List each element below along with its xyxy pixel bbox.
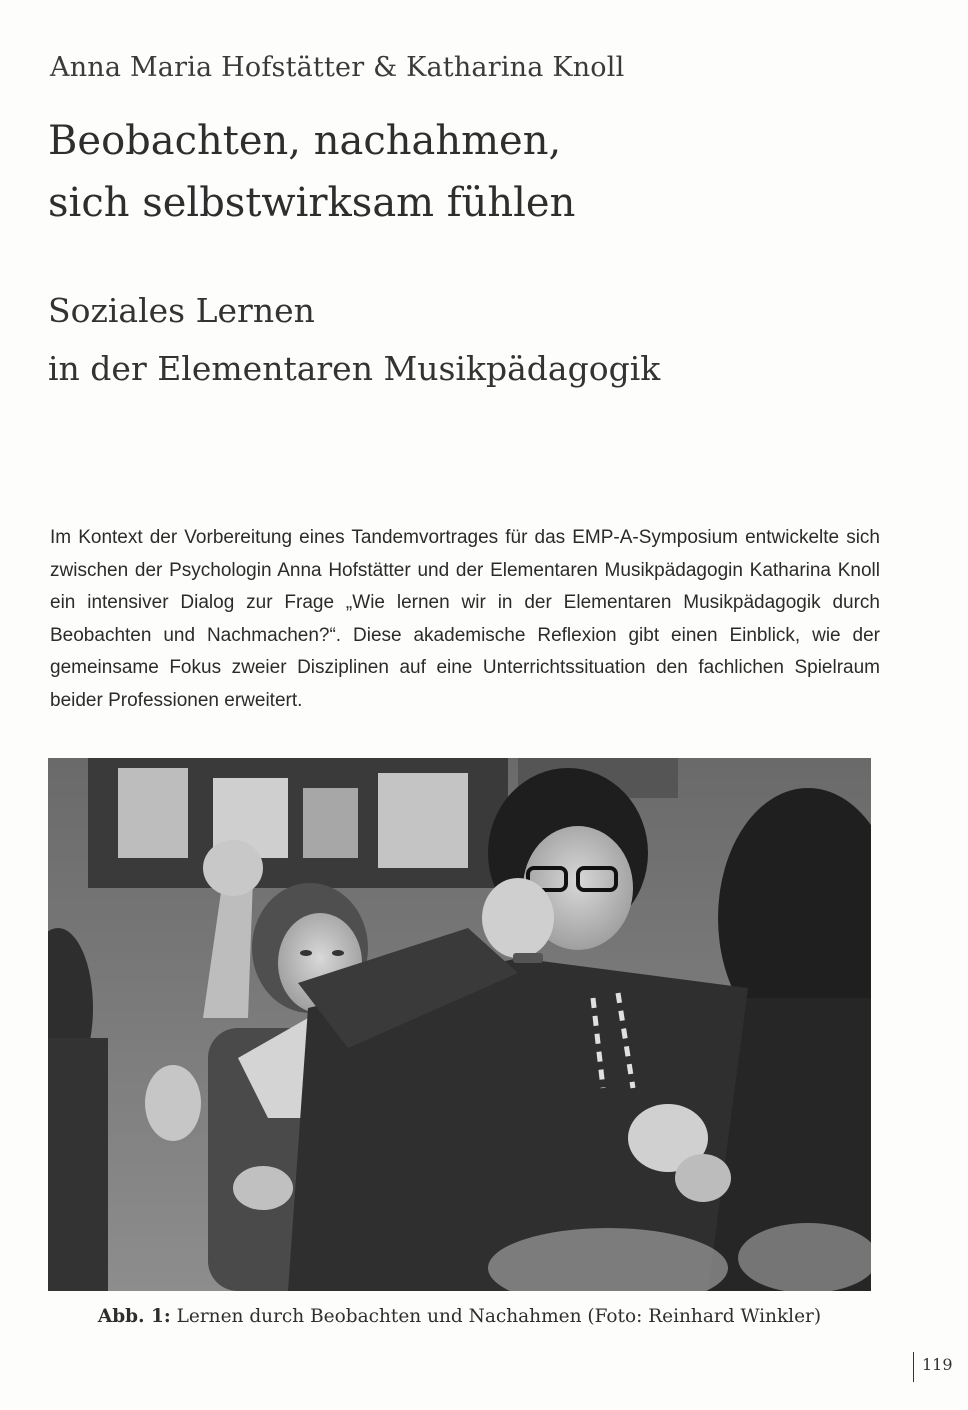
figure-photo: [48, 758, 871, 1291]
classroom-photo: [48, 758, 871, 1291]
subtitle-line-1: Soziales Lernen: [48, 291, 315, 330]
figure-caption: [48, 1306, 871, 1327]
authors: Anna Maria Hofstätter & Katharina Knoll: [50, 52, 625, 83]
figure-caption-text: Lernen durch Beobachten und Nachahmen (Foto: Reinhard Winkler): [170, 1306, 822, 1327]
abstract: Im Kontext der Vorbereitung eines Tandemvortrages für das EMP-A-Symposium entwickelte sich zwischen der Psychologin Anna Hofstätter und der Elementaren Musikpädagogin Katharina Knoll ein intensiver Dialog zur Frage „Wie lernen wir in der Elementaren Musikpädagogik durch Beobachten und Nachmachen?“. Diese akademische Reflexion gibt einen Einblick, wie der gemeinsame Fokus zweier Disziplinen auf eine Unterrichtssituation den fachlichen Spielraum beider Professionen erweitert.: [50, 527, 880, 711]
article-subtitle: [48, 282, 660, 398]
article-title: [48, 110, 575, 234]
title-line-1: Beobachten, nachahmen,: [48, 118, 562, 164]
title-line-2: sich selbstwirksam fühlen: [48, 180, 576, 226]
page-number: 119: [922, 1355, 953, 1374]
subtitle-line-2: in der Elementaren Musikpädagogik: [48, 349, 661, 388]
figure-label: Abb. 1:: [97, 1306, 171, 1327]
page-number-rule: [913, 1352, 914, 1382]
